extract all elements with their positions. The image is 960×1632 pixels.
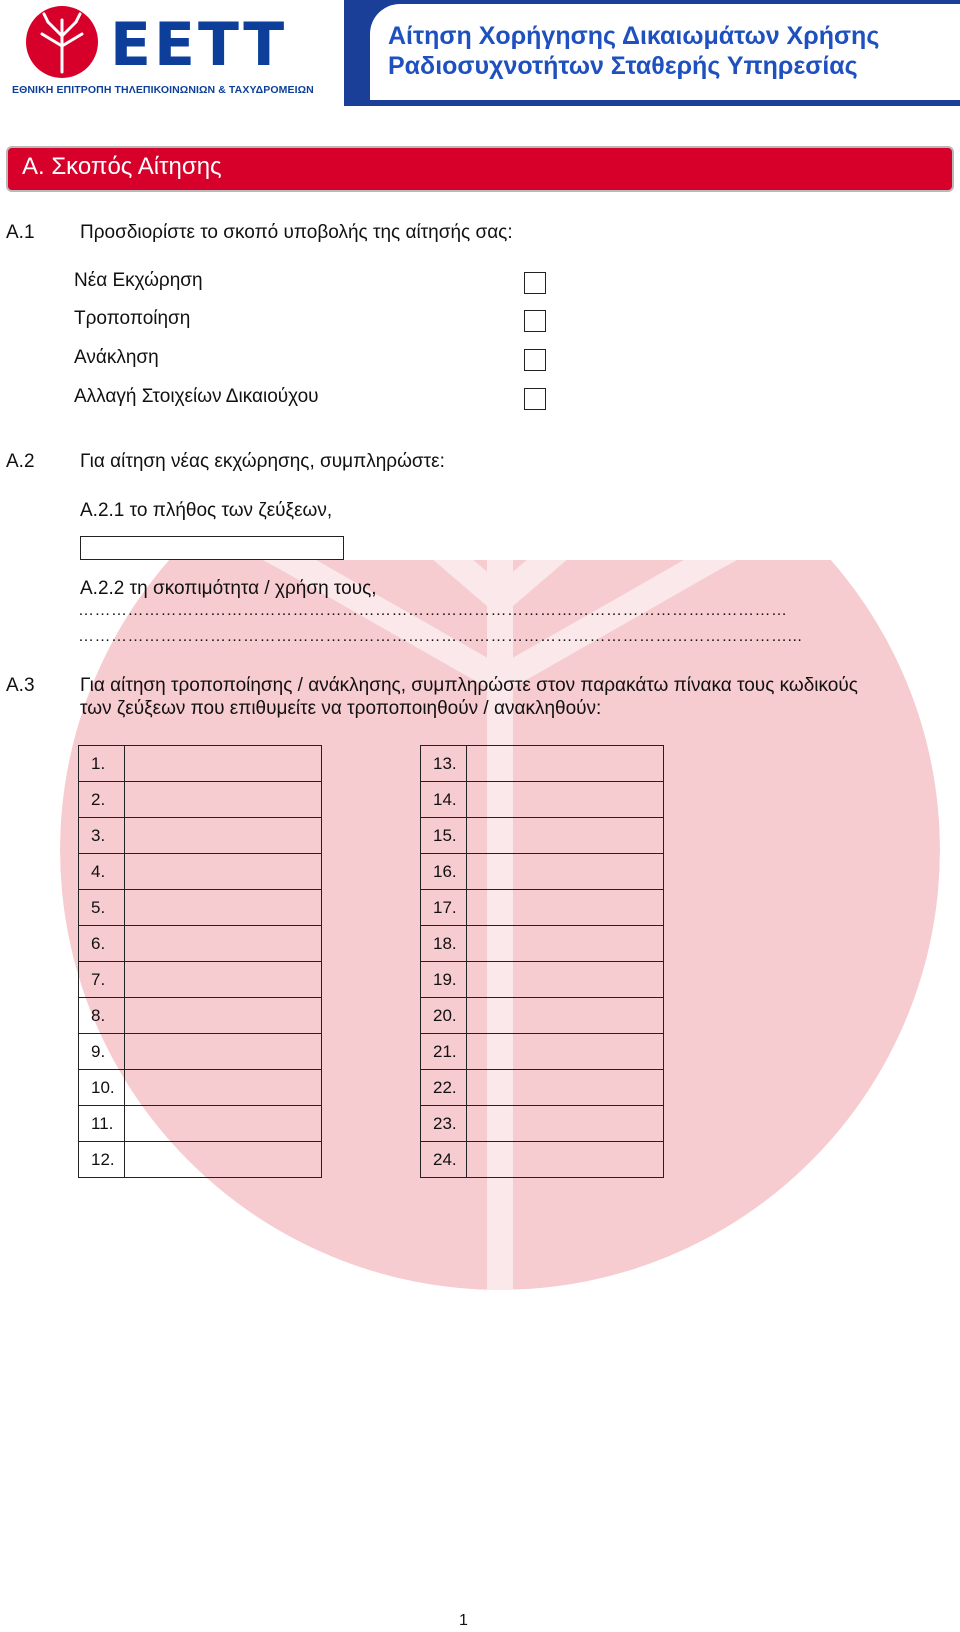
eett-emblem-icon [26,6,98,78]
table-row [421,998,664,1034]
table-row [79,782,322,818]
table-row [421,854,664,890]
row-number: 22. [421,1070,467,1106]
option-label-new-assignment: Νέα Εκχώρηση [74,270,203,291]
row-number: 3. [79,818,125,854]
link-code-cell[interactable] [125,1142,322,1178]
a22-label: Α.2.2 τη σκοπιμότητα / χρήση τους, [80,578,377,599]
row-number: 11. [79,1106,125,1142]
option-label-revocation: Ανάκληση [74,347,159,368]
link-code-cell[interactable] [125,854,322,890]
link-code-cell[interactable] [125,818,322,854]
row-number: 4. [79,854,125,890]
link-code-cell[interactable] [125,926,322,962]
link-code-cell[interactable] [467,1106,664,1142]
table-row [79,962,322,998]
row-number: 8. [79,998,125,1034]
table-row [421,926,664,962]
table-row [79,1034,322,1070]
table-row [421,1070,664,1106]
link-code-cell[interactable] [125,962,322,998]
checkbox-modification[interactable] [524,310,546,332]
row-number: 1. [79,746,125,782]
option-label-holder-change: Αλλαγή Στοιχείων Δικαιούχου [74,386,319,407]
a2-question: Για αίτηση νέας εκχώρησης, συμπληρώστε: [80,451,445,472]
row-number: 20. [421,998,467,1034]
a3-text-line2: των ζεύξεων που επιθυμείτε να τροποποιηθούν / ανακληθούν: [80,698,602,719]
row-number: 5. [79,890,125,926]
checkbox-new-assignment[interactable] [524,272,546,294]
table-row [79,1142,322,1178]
link-code-cell[interactable] [467,818,664,854]
row-number: 21. [421,1034,467,1070]
link-codes-table-left [78,745,322,1178]
row-number: 15. [421,818,467,854]
row-number: 24. [421,1142,467,1178]
row-number: 18. [421,926,467,962]
link-code-cell[interactable] [125,746,322,782]
link-code-cell[interactable] [467,1034,664,1070]
link-code-cell[interactable] [467,746,664,782]
a1-question: Προσδιορίστε το σκοπό υποβολής της αίτησής σας: [80,222,513,243]
table-row [79,818,322,854]
table-row [79,926,322,962]
link-code-cell[interactable] [125,1034,322,1070]
link-code-cell[interactable] [467,1070,664,1106]
table-row [421,1106,664,1142]
a3-number: Α.3 [6,675,35,696]
table-row [421,1142,664,1178]
link-code-cell[interactable] [467,998,664,1034]
option-label-modification: Τροποποίηση [74,308,191,329]
link-count-input[interactable] [80,536,344,560]
logo-wordmark: EETT [110,10,288,80]
table-row [421,962,664,998]
purpose-line-2[interactable]: …………………………………………………………………………………………………………………... [78,628,803,645]
table-row [79,746,322,782]
row-number: 14. [421,782,467,818]
a21-label: Α.2.1 το πλήθος των ζεύξεων, [80,500,333,521]
link-code-cell[interactable] [467,1142,664,1178]
link-code-cell[interactable] [125,782,322,818]
row-number: 7. [79,962,125,998]
table-row [421,818,664,854]
link-code-cell[interactable] [467,782,664,818]
link-code-cell[interactable] [125,998,322,1034]
row-number: 10. [79,1070,125,1106]
table-row [421,1034,664,1070]
link-code-cell[interactable] [467,962,664,998]
row-number: 12. [79,1142,125,1178]
checkbox-holder-change[interactable] [524,388,546,410]
link-codes-table-right [420,745,664,1178]
table-row [421,746,664,782]
row-number: 6. [79,926,125,962]
row-number: 16. [421,854,467,890]
section-title: Α. Σκοπός Αίτησης [22,153,222,180]
link-code-cell[interactable] [467,890,664,926]
logo-subtitle: ΕΘΝΙΚΗ ΕΠΙΤΡΟΠΗ ΤΗΛΕΠΙΚΟΙΝΩΝΙΩΝ & ΤΑΧΥΔΡΟΜΕΙΩΝ [12,84,314,96]
row-number: 23. [421,1106,467,1142]
checkbox-revocation[interactable] [524,349,546,371]
a2-number: Α.2 [6,451,35,472]
table-row [79,998,322,1034]
a3-text-line1: Για αίτηση τροποποίησης / ανάκλησης, συμπληρώστε στον παρακάτω πίνακα τους κωδικούς [80,675,858,696]
table-row [79,854,322,890]
document-title-line1: Αίτηση Χορήγησης Δικαιωμάτων Χρήσης [388,22,880,50]
a1-number: Α.1 [6,222,35,243]
link-code-cell[interactable] [125,1070,322,1106]
row-number: 17. [421,890,467,926]
row-number: 19. [421,962,467,998]
link-code-cell[interactable] [125,1106,322,1142]
purpose-line-1[interactable]: ………………………………………………………………………………………………………………… [78,602,788,619]
table-row [79,1106,322,1142]
document-title-line2: Ραδιοσυχνοτήτων Σταθερής Υπηρεσίας [388,52,858,80]
link-code-cell[interactable] [467,854,664,890]
table-row [421,890,664,926]
row-number: 9. [79,1034,125,1070]
link-code-cell[interactable] [125,890,322,926]
table-row [79,890,322,926]
row-number: 13. [421,746,467,782]
page-number: 1 [459,1612,468,1629]
row-number: 2. [79,782,125,818]
table-row [79,1070,322,1106]
table-row [421,782,664,818]
link-code-cell[interactable] [467,926,664,962]
